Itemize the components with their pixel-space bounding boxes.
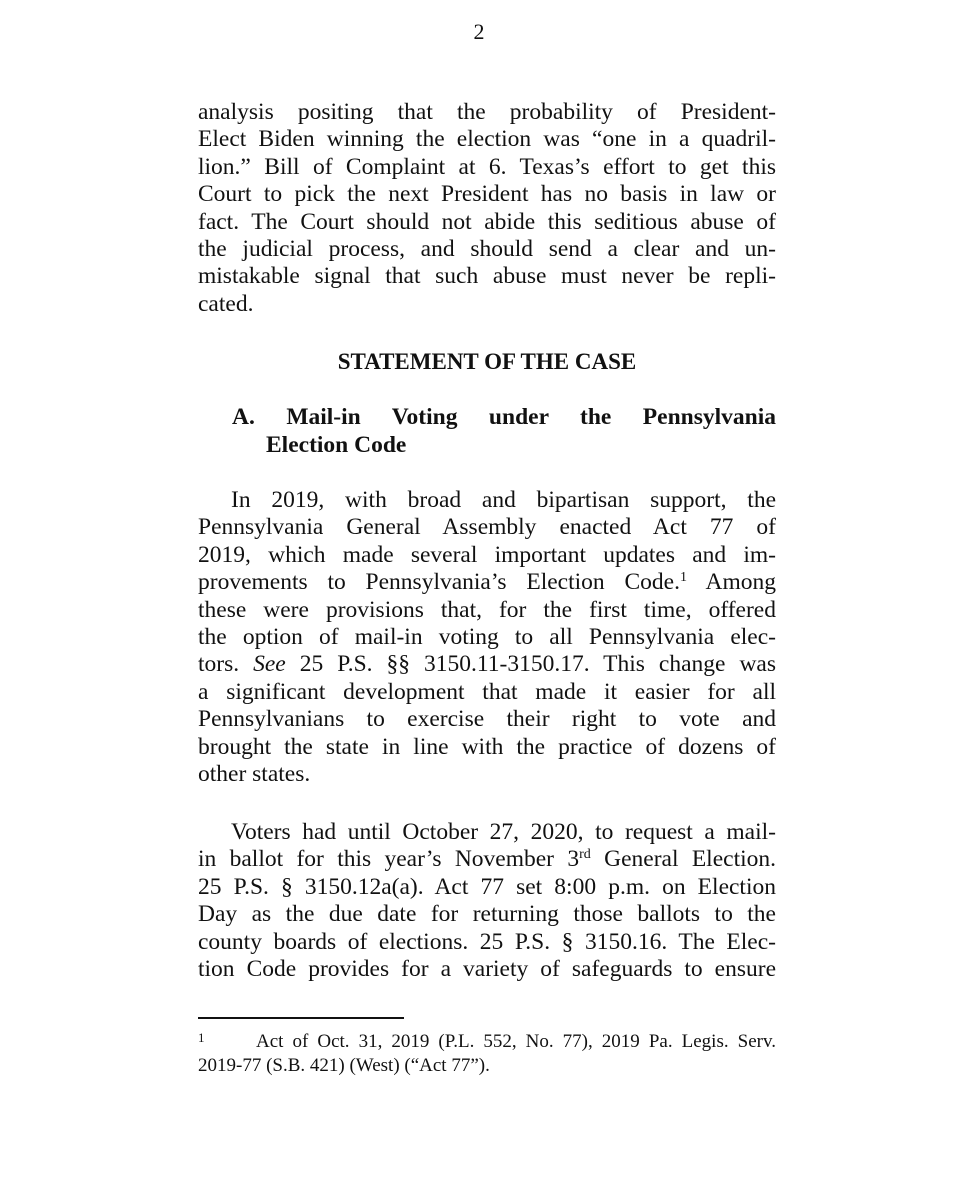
subsection-heading-line-1 (232, 403, 776, 431)
text-line: Pennsylvanians to exercise their right to vote and (198, 706, 776, 733)
text-line: Day as the due date for returning those ballots to the (198, 901, 776, 928)
subsection-title-2: Election Code (266, 432, 407, 458)
text-line: tion Code provides for a variety of safeguards to ensure (198, 956, 776, 983)
subsection-label: A. (232, 404, 255, 430)
text-segment: 25 P.S. §§ 3150.11-3150.17. This change was (285, 651, 777, 678)
text-line: other states. (198, 761, 311, 788)
footnote-line (198, 1026, 776, 1054)
text-line: lion.” Bill of Complaint at 6. Texas’s effort to get this (198, 153, 776, 180)
footnote-text: Act of Oct. 31, 2019 (P.L. 552, No. 77), 2019 Pa. Legis. Serv. (256, 1031, 776, 1052)
text-segment: tors. (198, 651, 254, 678)
text-line: Court to pick the next President has no basis in law or (198, 181, 776, 208)
text-line: county boards of elections. 25 P.S. § 3150.16. The Elec- (198, 928, 776, 955)
text-line: In 2019, with broad and bipartisan support, the (231, 487, 776, 513)
text-line: mistakable signal that such abuse must never be repli- (198, 263, 776, 290)
footnote (198, 1026, 776, 1078)
section-heading: STATEMENT OF THE CASE (337, 349, 637, 374)
footnote-line: 2019-77 (S.B. 421) (West) (“Act 77”). (198, 1055, 490, 1076)
text-line: 2019, which made several important updates and im- (198, 541, 776, 568)
subsection-heading (232, 403, 776, 459)
text-line: fact. The Court should not abide this seditious abuse of (198, 208, 776, 235)
ordinal-suffix: rd (579, 847, 591, 863)
text-line: the option of mail-in voting to all Pennsylvania elec- (198, 624, 776, 651)
citation-signal-see: See (253, 651, 286, 678)
text-line: Elect Biden winning the election was “one in a quadril- (198, 126, 776, 153)
subsection-title-1: Mail-in Voting under the Pennsylvania (286, 404, 776, 430)
text-line (198, 846, 776, 873)
text-line: analysis positing that the probability of President- (198, 99, 776, 125)
text-line: the judicial process, and should send a clear and un- (198, 236, 776, 263)
page-number: 2 (473, 19, 485, 44)
paragraph-mail-in-deadline (198, 819, 776, 983)
text-line: 25 P.S. § 3150.12a(a). Act 77 set 8:00 p.m. on Election (198, 873, 776, 900)
text-line: Pennsylvania General Assembly enacted Act 77 of (198, 514, 776, 541)
text-line: brought the state in line with the practice of dozens of (198, 733, 776, 760)
text-line: Voters had until October 27, 2020, to request a mail- (231, 819, 776, 845)
text-segment: provements to Pennsylvania’s Election Code. (198, 569, 680, 596)
text-segment: General Election. (590, 846, 777, 873)
text-segment: in ballot for this year’s November 3 (198, 846, 580, 873)
text-line: a significant development that made it easier for all (198, 678, 776, 705)
footnote-marker: 1 (198, 1030, 205, 1045)
footnote-divider (198, 1017, 404, 1019)
text-line: these were provisions that, for the first time, offered (198, 596, 776, 623)
text-line (198, 651, 776, 678)
text-line: cated. (198, 290, 254, 317)
paragraph-act-77 (198, 487, 776, 788)
intro-paragraph (198, 99, 776, 318)
text-segment: Among (686, 569, 776, 596)
text-line (198, 569, 776, 596)
footnote-reference: 1 (679, 570, 687, 586)
